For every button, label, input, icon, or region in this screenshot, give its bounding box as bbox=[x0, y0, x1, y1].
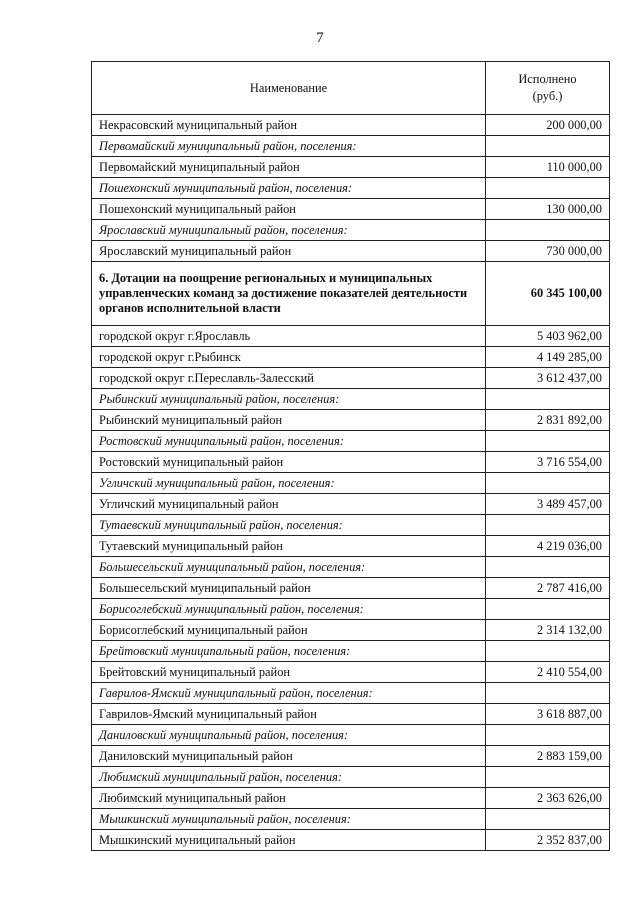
subheading-row bbox=[92, 809, 610, 830]
row-name: Пошехонский муниципальный район bbox=[92, 199, 486, 220]
row-amount bbox=[486, 683, 610, 704]
row-name: Большесельский муниципальный район bbox=[92, 578, 486, 599]
row-name: Брейтовский муниципальный район, поселения: bbox=[92, 641, 486, 662]
table-row bbox=[92, 241, 610, 262]
subheading-row bbox=[92, 220, 610, 241]
row-amount bbox=[486, 809, 610, 830]
subheading-row bbox=[92, 473, 610, 494]
table-row bbox=[92, 326, 610, 347]
table-row bbox=[92, 199, 610, 220]
subheading-row bbox=[92, 557, 610, 578]
row-amount: 3 716 554,00 bbox=[486, 452, 610, 473]
row-name: Пошехонский муниципальный район, поселения: bbox=[92, 178, 486, 199]
row-amount: 4 219 036,00 bbox=[486, 536, 610, 557]
table-row bbox=[92, 746, 610, 767]
row-amount: 60 345 100,00 bbox=[486, 262, 610, 326]
row-amount: 3 489 457,00 bbox=[486, 494, 610, 515]
subheading-row bbox=[92, 641, 610, 662]
row-name: Ярославский муниципальный район, поселения: bbox=[92, 220, 486, 241]
table-row bbox=[92, 410, 610, 431]
row-amount: 110 000,00 bbox=[486, 157, 610, 178]
row-name: Гаврилов-Ямский муниципальный район bbox=[92, 704, 486, 725]
table-row bbox=[92, 494, 610, 515]
row-name: Тутаевский муниципальный район, поселения: bbox=[92, 515, 486, 536]
row-amount: 3 618 887,00 bbox=[486, 704, 610, 725]
subheading-row bbox=[92, 136, 610, 157]
row-amount bbox=[486, 220, 610, 241]
row-name: Ростовский муниципальный район bbox=[92, 452, 486, 473]
table-row bbox=[92, 578, 610, 599]
row-name: Первомайский муниципальный район bbox=[92, 157, 486, 178]
row-name: Мышкинский муниципальный район, поселения: bbox=[92, 809, 486, 830]
table-row bbox=[92, 536, 610, 557]
row-name: Тутаевский муниципальный район bbox=[92, 536, 486, 557]
row-amount bbox=[486, 725, 610, 746]
row-amount: 2 363 626,00 bbox=[486, 788, 610, 809]
row-amount bbox=[486, 599, 610, 620]
table-row bbox=[92, 157, 610, 178]
row-name: Даниловский муниципальный район bbox=[92, 746, 486, 767]
row-amount bbox=[486, 767, 610, 788]
row-name: Большесельский муниципальный район, поселения: bbox=[92, 557, 486, 578]
table-row bbox=[92, 368, 610, 389]
table-body bbox=[92, 115, 610, 851]
row-amount bbox=[486, 178, 610, 199]
row-amount: 3 612 437,00 bbox=[486, 368, 610, 389]
section-row bbox=[92, 262, 610, 326]
subheading-row bbox=[92, 515, 610, 536]
row-amount bbox=[486, 515, 610, 536]
row-name: Угличский муниципальный район, поселения: bbox=[92, 473, 486, 494]
row-amount bbox=[486, 431, 610, 452]
table-header-row bbox=[92, 62, 610, 115]
table-row bbox=[92, 704, 610, 725]
row-name: Брейтовский муниципальный район bbox=[92, 662, 486, 683]
table-row bbox=[92, 115, 610, 136]
row-amount bbox=[486, 136, 610, 157]
table-row bbox=[92, 347, 610, 368]
row-amount: 2 787 416,00 bbox=[486, 578, 610, 599]
row-name: Рыбинский муниципальный район, поселения: bbox=[92, 389, 486, 410]
row-amount: 130 000,00 bbox=[486, 199, 610, 220]
table-row bbox=[92, 788, 610, 809]
row-amount bbox=[486, 557, 610, 578]
subheading-row bbox=[92, 767, 610, 788]
row-amount bbox=[486, 473, 610, 494]
row-name: городской округ г.Рыбинск bbox=[92, 347, 486, 368]
column-header-amount: Исполнено (руб.) bbox=[486, 62, 610, 115]
row-amount: 2 352 837,00 bbox=[486, 830, 610, 851]
row-amount: 730 000,00 bbox=[486, 241, 610, 262]
row-name: Угличский муниципальный район bbox=[92, 494, 486, 515]
subheading-row bbox=[92, 178, 610, 199]
page-number: 7 bbox=[316, 30, 324, 46]
row-amount bbox=[486, 389, 610, 410]
subheading-row bbox=[92, 431, 610, 452]
column-header-name: Наименование bbox=[92, 62, 486, 115]
row-name: Борисоглебский муниципальный район bbox=[92, 620, 486, 641]
row-name: Некрасовский муниципальный район bbox=[92, 115, 486, 136]
row-name: городской округ г.Переславль-Залесский bbox=[92, 368, 486, 389]
row-amount bbox=[486, 641, 610, 662]
row-name: Рыбинский муниципальный район bbox=[92, 410, 486, 431]
row-amount: 2 314 132,00 bbox=[486, 620, 610, 641]
row-amount: 5 403 962,00 bbox=[486, 326, 610, 347]
row-amount: 2 883 159,00 bbox=[486, 746, 610, 767]
row-amount: 4 149 285,00 bbox=[486, 347, 610, 368]
subheading-row bbox=[92, 725, 610, 746]
subheading-row bbox=[92, 389, 610, 410]
row-name: Мышкинский муниципальный район bbox=[92, 830, 486, 851]
row-name: Первомайский муниципальный район, поселения: bbox=[92, 136, 486, 157]
table-row bbox=[92, 452, 610, 473]
row-name: 6. Дотации на поощрение региональных и муниципальных управленческих команд за достижение показателей деятельности органов исполнительной власти bbox=[92, 262, 486, 326]
row-amount: 2 410 554,00 bbox=[486, 662, 610, 683]
subheading-row bbox=[92, 599, 610, 620]
row-name: Борисоглебский муниципальный район, поселения: bbox=[92, 599, 486, 620]
row-name: Ростовский муниципальный район, поселения: bbox=[92, 431, 486, 452]
row-name: Любимский муниципальный район, поселения: bbox=[92, 767, 486, 788]
report-table bbox=[91, 61, 610, 851]
row-name: Гаврилов-Ямский муниципальный район, поселения: bbox=[92, 683, 486, 704]
table-row bbox=[92, 662, 610, 683]
row-name: Даниловский муниципальный район, поселения: bbox=[92, 725, 486, 746]
table-row bbox=[92, 620, 610, 641]
row-amount: 200 000,00 bbox=[486, 115, 610, 136]
table-row bbox=[92, 830, 610, 851]
row-amount: 2 831 892,00 bbox=[486, 410, 610, 431]
row-name: Любимский муниципальный район bbox=[92, 788, 486, 809]
subheading-row bbox=[92, 683, 610, 704]
row-name: городской округ г.Ярославль bbox=[92, 326, 486, 347]
row-name: Ярославский муниципальный район bbox=[92, 241, 486, 262]
